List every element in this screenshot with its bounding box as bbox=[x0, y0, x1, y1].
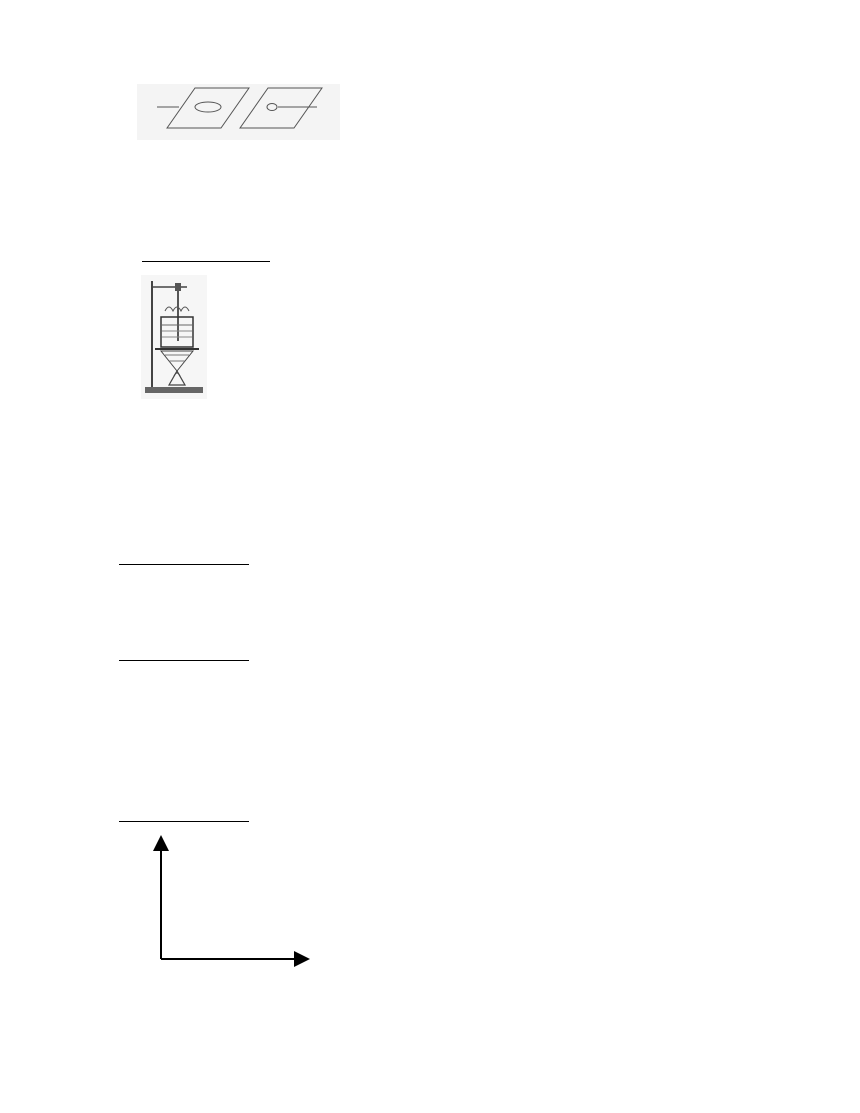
q8-stem-line bbox=[119, 643, 249, 661]
q5-figure bbox=[137, 84, 340, 140]
answer-blank bbox=[119, 549, 249, 565]
clamp bbox=[175, 283, 181, 291]
q6-figure bbox=[141, 275, 207, 399]
melting-curve-chart bbox=[138, 833, 338, 983]
answer-blank bbox=[142, 246, 270, 262]
plate-left bbox=[167, 88, 249, 128]
water-drop-small bbox=[267, 104, 277, 111]
steam bbox=[165, 307, 189, 311]
q6-stem-line2 bbox=[142, 244, 270, 262]
plate-right bbox=[240, 88, 322, 128]
stand-base bbox=[145, 387, 203, 393]
q9-stem-line bbox=[119, 804, 249, 822]
boiling-apparatus-diagram bbox=[141, 275, 207, 399]
q9-graph bbox=[138, 833, 338, 983]
q7-stem-line bbox=[119, 547, 249, 565]
answer-blank bbox=[119, 806, 249, 822]
beaker bbox=[161, 317, 193, 347]
evaporation-plates-diagram bbox=[137, 84, 340, 140]
answer-blank bbox=[119, 645, 249, 661]
water-drop-large bbox=[195, 102, 221, 112]
